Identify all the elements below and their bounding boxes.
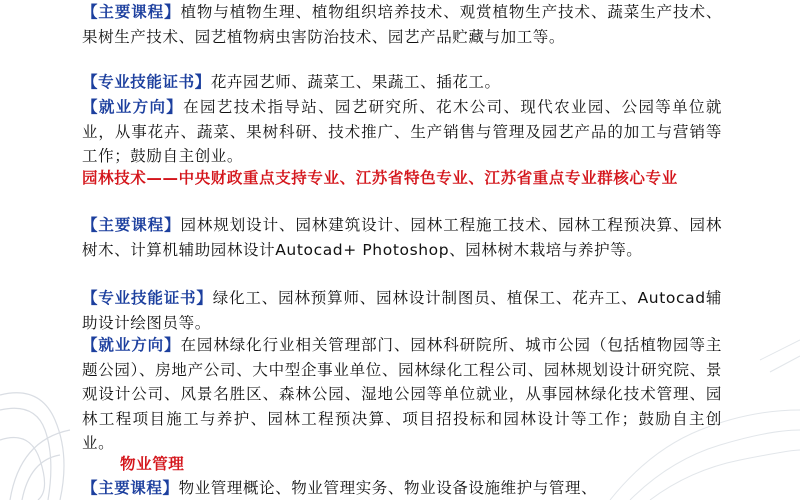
section2-courses (82, 213, 722, 262)
certificates-text: 花卉园艺师、蔬菜工、果蔬工、插花工。 (210, 73, 501, 91)
employment-label: 【就业方向】 (82, 336, 181, 354)
section3-heading: 物业管理 (120, 455, 185, 473)
section3-courses (82, 476, 722, 501)
certificates-label: 【专业技能证书】 (82, 73, 211, 91)
employment-text: 在园艺技术指导站、园艺研究所、花木公司、现代农业园、公园等单位就业，从事花卉、蔬菜、果树科研、技术推广、生产销售与管理及园艺产品的加工与营销等工作；鼓励自主创业。 (82, 98, 722, 165)
employment-text: 在园林绿化行业相关管理部门、园林科研院所、城市公园（包括植物园等主题公园）、房地产公司、大中型企事业单位、园林绿化工程公司、园林规划设计研究院、景观设计公司、风景名胜区、森林公园、湿地公园等单位就业，从事园林绿化技术管理、园林工程项目施工与养护、园林工程预决算、项目招投标和园林设计等工作；鼓励自主创业。 (82, 336, 722, 452)
courses-text: 植物与植物生理、植物组织培养技术、观赏植物生产技术、蔬菜生产技术、果树生产技术、园艺植物病虫害防治技术、园艺产品贮藏与加工等。 (82, 3, 722, 46)
courses-label: 【主要课程】 (82, 216, 181, 234)
section2-employment (82, 333, 722, 456)
courses-label: 【主要课程】 (82, 479, 179, 497)
section1-employment (82, 95, 722, 169)
section2-heading: 园林技术——中央财政重点支持专业、江苏省特色专业、江苏省重点专业群核心专业 (82, 169, 678, 187)
certificates-text: 绿化工、园林预算师、园林设计制图员、植保工、花卉工、Autocad辅助设计绘图员等。 (82, 289, 722, 332)
courses-text: 物业管理概论、物业管理实务、物业设备设施维护与管理、 (178, 479, 598, 497)
section1-certificates (82, 70, 722, 95)
courses-label: 【主要课程】 (82, 3, 181, 21)
certificates-label: 【专业技能证书】 (82, 289, 213, 307)
courses-text: 园林规划设计、园林建筑设计、园林工程施工技术、园林工程预决算、园林树木、计算机辅助园林设计Autocad+ Photoshop、园林树木栽培与养护等。 (82, 216, 722, 259)
section2-certificates (82, 286, 722, 335)
employment-label: 【就业方向】 (82, 98, 184, 116)
section1-courses (82, 0, 722, 49)
